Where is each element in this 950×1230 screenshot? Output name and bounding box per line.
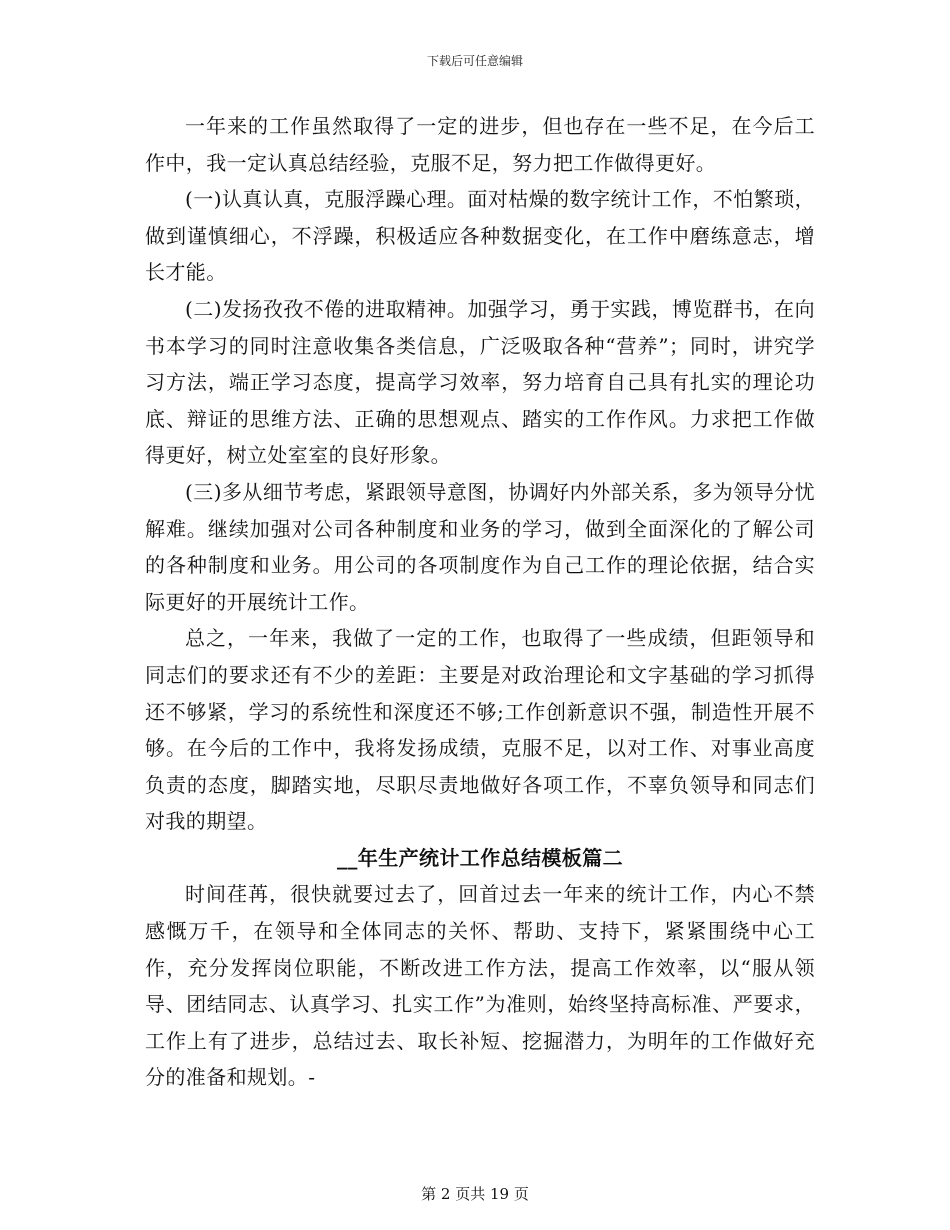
page-footer: 第 2 页共 19 页 xyxy=(421,1185,529,1203)
section-heading: __年生产统计工作总结模板篇二 xyxy=(337,845,623,870)
paragraph-point-1: (一)认真认真，克服浮躁心理。面对枯燥的数字统计工作，不怕繁琐，做到谨慎细心，不浮躁，积极适应各种数据变化，在工作中磨练意志，增长才能。 xyxy=(145,187,815,285)
paragraph-section2-intro: 时间荏苒，很快就要过去了，回首过去一年来的统计工作，内心不禁感慨万千，在领导和全体同志的关怀、帮助、支持下，紧紧围绕中心工作，充分发挥岗位职能，不断改进工作方法，提高工作效率，以“服从领导、团结同志、认真学习、扎实工作”为准则，始终坚持高标准、严要求，工作上有了进步，总结过去、取长补短、挖掘潜力，为明年的工作做好充分的准备和规划。- xyxy=(145,882,815,1090)
paragraph-point-3: (三)多从细节考虑，紧跟领导意图，协调好内外部关系，多为领导分忧解难。继续加强对公司各种制度和业务的学习，做到全面深化的了解公司的各种制度和业务。用公司的各项制度作为自己工作的理论依据，结合实际更好的开展统计工作。 xyxy=(145,479,815,614)
paragraph-intro: 一年来的工作虽然取得了一定的进步，但也存在一些不足，在今后工作中，我一定认真总结经验，克服不足，努力把工作做得更好。 xyxy=(145,114,815,175)
paragraph-point-2: (二)发扬孜孜不倦的进取精神。加强学习，勇于实践，博览群书，在向书本学习的同时注意收集各类信息，广泛吸取各种“营养”；同时，讲究学习方法，端正学习态度，提高学习效率，努力培育自己具有扎实的理论功底、辩证的思维方法、正确的思想观点、踏实的工作作风。力求把工作做得更好，树立处室室的良好形象。 xyxy=(145,296,815,468)
paragraph-summary: 总之，一年来，我做了一定的工作，也取得了一些成绩，但距领导和同志们的要求还有不少的差距：主要是对政治理论和文字基础的学习抓得还不够紧，学习的系统性和深度还不够;工作创新意识不强，制造性开展不够。在今后的工作中，我将发扬成绩，克服不足，以对工作、对事业高度负责的态度，脚踏实地，尽职尽责地做好各项工作，不辜负领导和同志们对我的期望。 xyxy=(145,626,815,834)
page-header: 下载后可任意编辑 xyxy=(426,54,523,68)
document-body xyxy=(145,108,815,1096)
